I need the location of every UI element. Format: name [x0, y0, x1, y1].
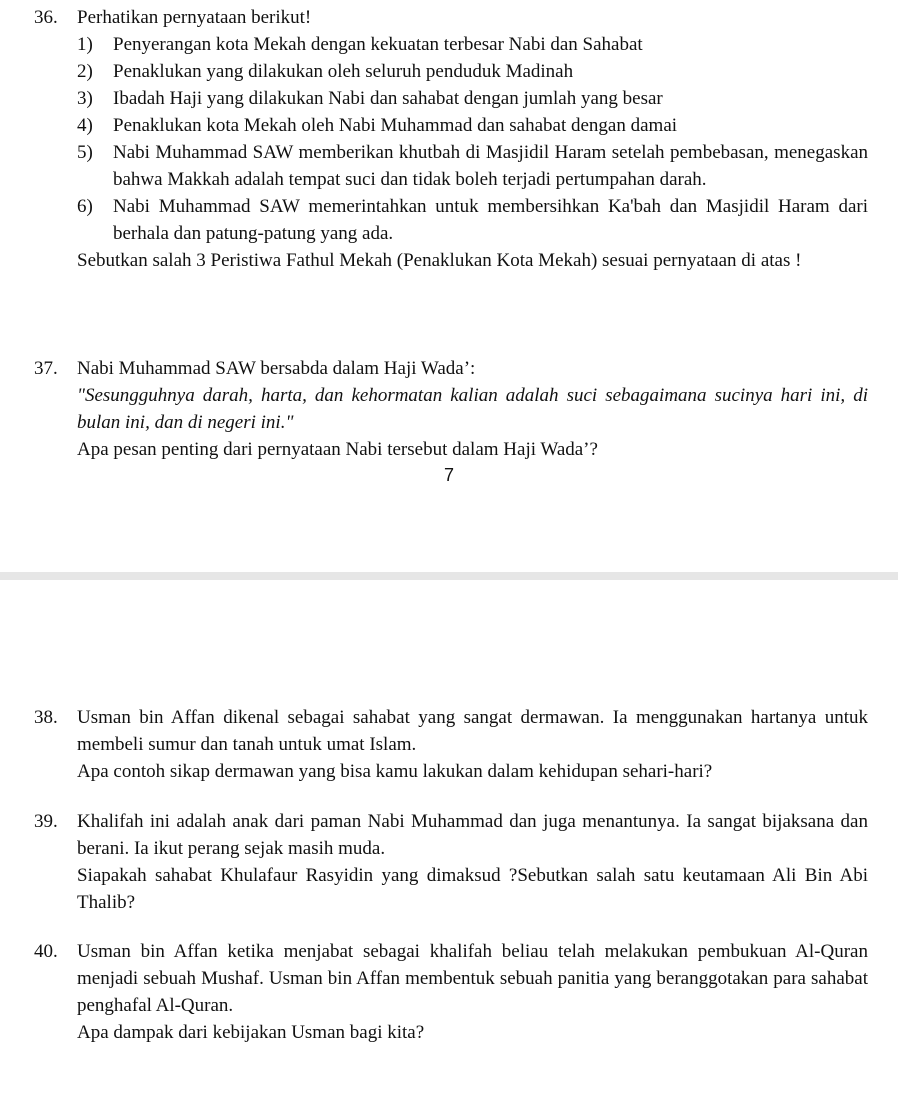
question-prompt: Apa dampak dari kebijakan Usman bagi kita?	[77, 1022, 425, 1043]
question-intro: Nabi Muhammad SAW bersabda dalam Haji Wada’:	[77, 358, 476, 379]
page-bottom	[0, 580, 898, 1120]
question-40	[34, 938, 868, 1046]
question-text: Usman bin Affan dikenal sebagai sahabat yang sangat dermawan. Ia menggunakan hartanya untuk membeli sumur dan tanah untuk umat Islam.	[77, 707, 868, 755]
question-number: 39.	[34, 811, 58, 832]
list-item	[77, 193, 868, 247]
question-number: 38.	[34, 707, 58, 728]
list-item	[77, 31, 868, 58]
question-intro: Perhatikan pernyataan berikut!	[77, 7, 312, 28]
question-37	[34, 355, 868, 463]
item-number: 2)	[77, 61, 93, 82]
page-divider	[0, 572, 898, 580]
question-number: 36.	[34, 7, 58, 28]
hadith-quote: "Sesungguhnya darah, harta, dan kehormatan kalian adalah suci sebagaimana sucinya hari ini, di bulan ini, dan di negeri ini."	[77, 385, 868, 433]
question-prompt: Sebutkan salah 3 Peristiwa Fathul Mekah (Penaklukan Kota Mekah) sesuai pernyataan di atas !	[77, 250, 802, 271]
item-text: Penaklukan yang dilakukan oleh seluruh penduduk Madinah	[113, 61, 574, 82]
item-text: Nabi Muhammad SAW memerintahkan untuk membersihkan Ka'bah dan Masjidil Haram dari berhala dan patung-patung yang ada.	[113, 196, 868, 244]
list-item	[77, 139, 868, 193]
list-item	[77, 112, 868, 139]
item-text: Penaklukan kota Mekah oleh Nabi Muhammad dan sahabat dengan damai	[113, 115, 678, 136]
question-36	[34, 4, 868, 274]
item-number: 1)	[77, 34, 93, 55]
item-number: 6)	[77, 196, 93, 217]
question-text: Khalifah ini adalah anak dari paman Nabi Muhammad dan juga menantunya. Ia sangat bijaksana dan berani. Ia ikut perang sejak masih muda.	[77, 811, 868, 859]
item-number: 3)	[77, 88, 93, 109]
page-number: 7	[443, 465, 454, 485]
list-item	[77, 58, 868, 85]
item-text: Nabi Muhammad SAW memberikan khutbah di Masjidil Haram setelah pembebasan, menegaskan bahwa Makkah adalah tempat suci dan tidak boleh terjadi pertumpahan darah.	[113, 142, 868, 190]
question-38	[34, 704, 868, 785]
question-prompt: Siapakah sahabat Khulafaur Rasyidin yang dimaksud ?Sebutkan salah satu keutamaan Ali Bin Abi Thalib?	[77, 865, 868, 913]
question-prompt: Apa contoh sikap dermawan yang bisa kamu lakukan dalam kehidupan sehari-hari?	[77, 761, 713, 782]
question-number: 37.	[34, 358, 58, 379]
item-text: Penyerangan kota Mekah dengan kekuatan terbesar Nabi dan Sahabat	[113, 34, 643, 55]
question-prompt: Apa pesan penting dari pernyataan Nabi tersebut dalam Haji Wada’?	[77, 439, 598, 460]
question-39	[34, 808, 868, 916]
question-text: Usman bin Affan ketika menjabat sebagai khalifah beliau telah melakukan pembukuan Al-Quran menjadi sebuah Mushaf. Usman bin Affan membentuk sebuah panitia yang beranggotakan para sahabat penghafal Al-Quran.	[77, 941, 868, 1016]
item-number: 4)	[77, 115, 93, 136]
question-number: 40.	[34, 941, 58, 962]
list-item	[77, 85, 868, 112]
item-number: 5)	[77, 142, 93, 163]
item-text: Ibadah Haji yang dilakukan Nabi dan sahabat dengan jumlah yang besar	[113, 88, 663, 109]
